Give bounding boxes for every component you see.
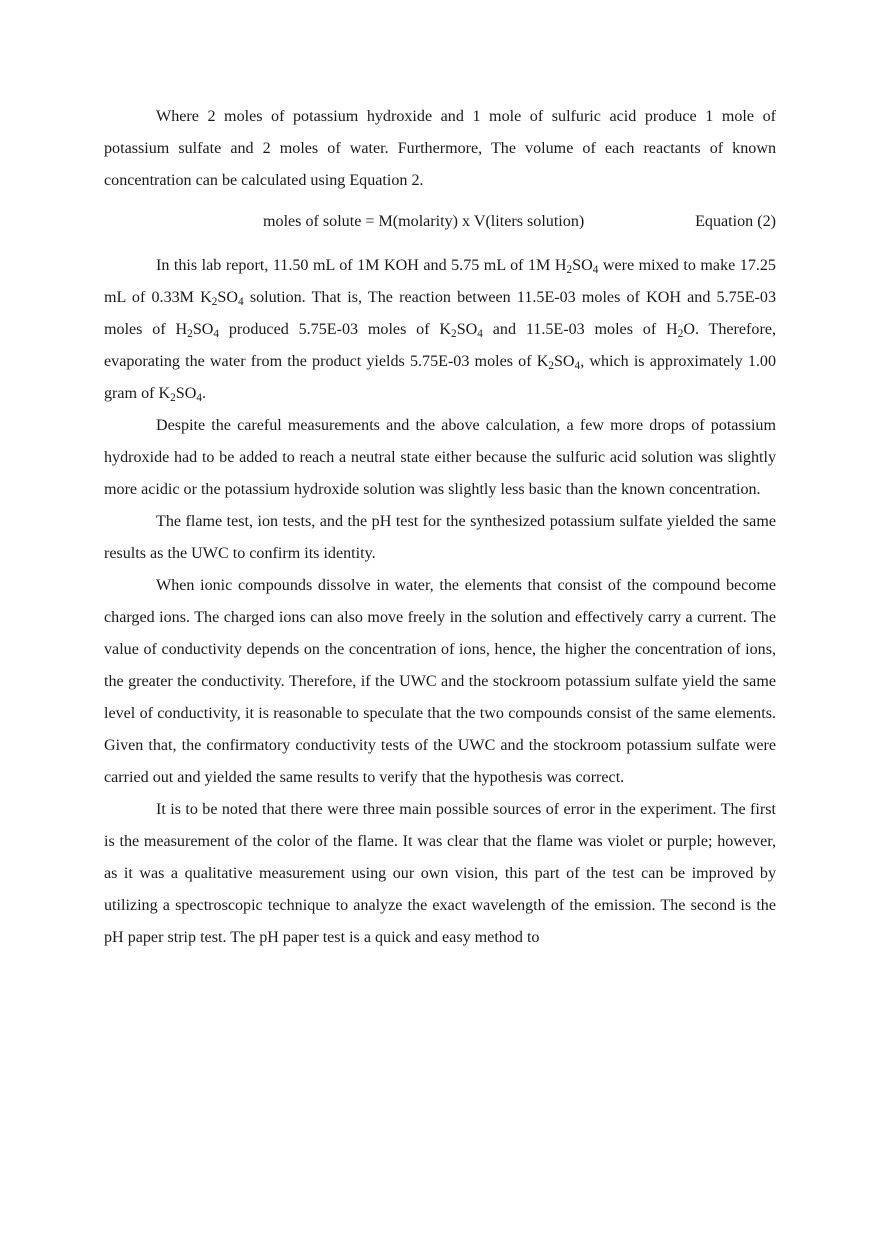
paragraph-reaction-summary: Where 2 moles of potassium hydroxide and 1 mole of sulfuric acid produce 1 mole of potassium sulfate and 2 moles of water. Furthermore, The volume of each reactants of known concentration can be calculated using Equation 2. [104,108,776,189]
equation-text: moles of solute = M(molarity) x V(liters solution) [263,213,585,230]
paragraph-identity-tests: The flame test, ion tests, and the pH test for the synthesized potassium sulfate yielded the same results as the UWC to confirm its identity. [104,513,776,562]
document-page [104,101,776,954]
paragraph-conductivity: When ionic compounds dissolve in water, the elements that consist of the compound become charged ions. The charged ions can also move freely in the solution and effectively carry a current. The value of conductivity depends on the concentration of ions, hence, the higher the concentration of ions, the greater the conductivity. Therefore, if the UWC and the stockroom potassium sulfate yield the same level of conductivity, it is reasonable to speculate that the two compounds consist of the same elements. Given that, the confirmatory conductivity tests of the UWC and the stockroom potassium sulfate were carried out and yielded the same results to verify that the hypothesis was correct. [104,577,776,786]
equation-label: Equation (2) [695,213,776,230]
paragraph-sources-of-error: It is to be noted that there were three main possible sources of error in the experiment. The first is the measurement of the color of the flame. It was clear that the flame was violet or purple; however, as it was a qualitative measurement using our own vision, this part of the test can be improved by utilizing a spectroscopic technique to analyze the exact wavelength of the emission. The second is the pH paper strip test. The pH paper test is a quick and easy method to [104,801,776,946]
paragraph-lab-calculation: In this lab report, 11.50 mL of 1M KOH and 5.75 mL of 1M $H_2SO_4$ were mixed to make 17.25 mL of 0.33M $K_2SO_4$ solution. That is, The reaction between 11.5E-03 moles of KOH and 5.75E-03 moles of $H_2SO_4$ produced 5.75E-03 moles of $K_2SO_4$ and 11.5E-03 moles of $H_2O$. Therefore, evaporating the water from the product yields 5.75E-03 moles of $K_2SO_4$, which is approximately 1.00 gram of $K_2SO_4$. [104,257,776,404]
equation-2 [104,206,776,238]
paragraph-measurement-deviation: Despite the careful measurements and the above calculation, a few more drops of potassium hydroxide had to be added to reach a neutral state either because the sulfuric acid solution was slightly more acidic or the potassium hydroxide solution was slightly less basic than the known concentration. [104,417,776,498]
